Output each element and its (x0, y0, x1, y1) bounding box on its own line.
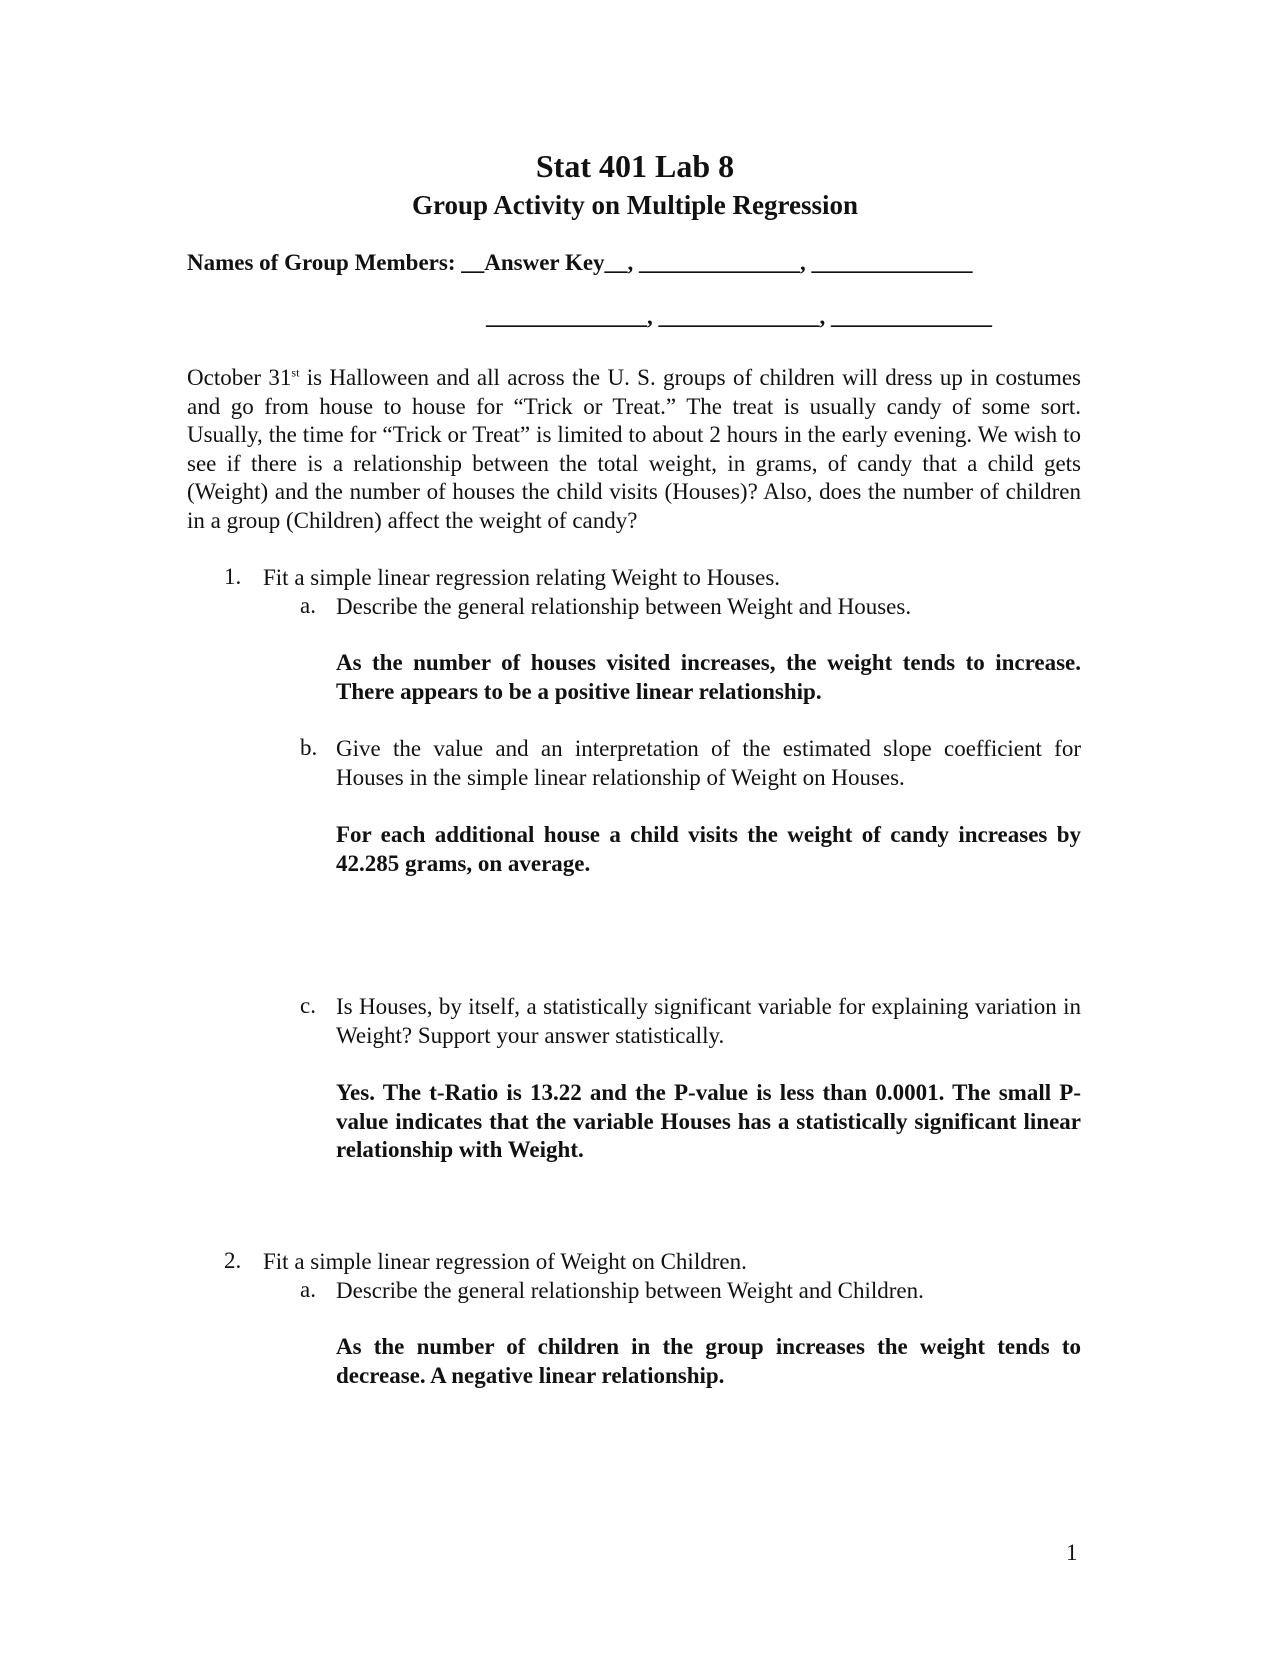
question-2a-label: a. (300, 1277, 316, 1302)
answer-1a: As the number of houses visited increases, the weight tends to increase. There appears to be a positive linear relationship. (336, 650, 1081, 704)
question-1-number: 1. (224, 564, 242, 589)
question-1c-label: c. (300, 993, 316, 1018)
page-title: Stat 401 Lab 8 (535, 148, 735, 184)
question-1a-text: Describe the general relationship between Weight and Houses. (336, 594, 912, 619)
intro-text-rest: is Halloween and all across the U. S. groups of children will dress up in costumes and go from house to house for “Trick or Treat.” The treat is usually candy of some sort. Usually, the time for “Trick or Treat” is limited to about 2 hours in the early evening. We wish to see if there is a relationship between the total weight, in grams, of candy that a child gets (Weight) and the number of houses the child visits (Houses)? Also, does the number of children in a group (Children) affect the weight of candy? (187, 365, 1081, 533)
question-2-text: Fit a simple linear regression of Weight on Children. (263, 1249, 747, 1274)
answer-2a: As the number of children in the group increases the weight tends to decrease. A negative linear relationship. (336, 1334, 1081, 1388)
group-members-line-2: ______________, ______________, ______________ (486, 304, 992, 329)
question-1-text: Fit a simple linear regression relating Weight to Houses. (263, 565, 781, 590)
question-1a-label: a. (300, 593, 316, 618)
ordinal-suffix: st (291, 365, 300, 380)
group-members-line-1: Names of Group Members: __Answer Key__, ______________, ______________ (187, 250, 973, 275)
page-number: 1 (1066, 1540, 1078, 1565)
question-2-number: 2. (224, 1248, 242, 1273)
question-1c-text: Is Houses, by itself, a statistically significant variable for explaining variation in Weight? Support your answer statistically. (336, 994, 1081, 1048)
question-2a-text: Describe the general relationship between Weight and Children. (336, 1278, 924, 1303)
question-1b-label: b. (300, 735, 318, 760)
intro-text-start: October 31 (187, 365, 292, 390)
answer-1b: For each additional house a child visits the weight of candy increases by 42.285 grams, on average. (336, 822, 1081, 876)
page-subtitle: Group Activity on Multiple Regression (411, 190, 858, 220)
question-1b-text: Give the value and an interpretation of the estimated slope coefficient for Houses in the simple linear relationship of Weight on Houses. (336, 736, 1081, 790)
intro-paragraph (187, 364, 1081, 536)
answer-1c: Yes. The t-Ratio is 13.22 and the P-value is less than 0.0001. The small P-value indicates that the variable Houses has a statistically significant linear relationship with Weight. (336, 1080, 1081, 1163)
